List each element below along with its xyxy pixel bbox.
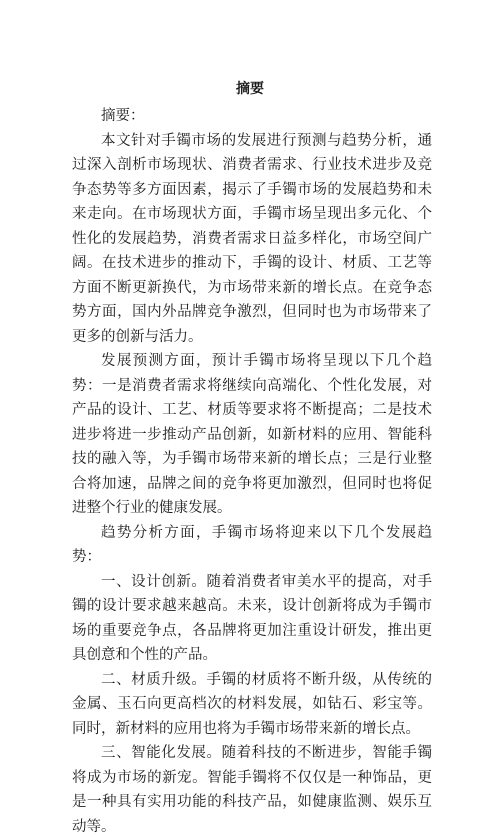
paragraph-material-upgrade: 二、材质升级。手镯的材质将不断升级，从传统的金属、玉石向更高档次的材料发展，如钻石、彩宝等。同时，新材料的应用也将为手镯市场带来新的增长点。 — [72, 671, 432, 737]
paragraph-abstract-label: 摘要： — [101, 108, 145, 124]
document-body — [72, 104, 432, 839]
paragraph-design-innovation: 一、设计创新。随着消费者审美水平的提高，对手镯的设计要求越来越高。未来，设计创新将成为手镯市场的重要竞争点，各品牌将更加注重设计研发，推出更具创意和个性的产品。 — [72, 573, 432, 663]
paragraph-forecast: 发展预测方面，预计手镯市场将呈现以下几个趋势：一是消费者需求将继续向高端化、个性化发展，对产品的设计、工艺、材质等要求将不断提高；二是技术进步将进一步推动产品创新，如新材料的应用、智能科技的融入等，为手镯市场带来新的增长点；三是行业整合将加速，品牌之间的竞争将更加激烈，但同时也将促进整个行业的健康发展。 — [72, 353, 432, 516]
paragraph-trend-intro: 趋势分析方面，手镯市场将迎来以下几个发展趋势： — [72, 524, 432, 565]
paragraph-smart-development: 三、智能化发展。随着科技的不断进步，智能手镯将成为市场的新宠。智能手镯将不仅仅是一种饰品，更是一种具有实用功能的科技产品，如健康监测、娱乐互动等。 — [72, 745, 432, 835]
document-title: 摘要 — [236, 81, 264, 97]
paragraph-overview: 本文针对手镯市场的发展进行预测与趋势分析，通过深入剖析市场现状、消费者需求、行业技术进步及竞争态势等多方面因素，揭示了手镯市场的发展趋势和未来走向。在市场现状方面，手镯市场呈现出多元化、个性化的发展趋势，消费者需求日益多样化，市场空间广阔。在技术进步的推动下，手镯的设计、材质、工艺等方面不断更新换代，为市场带来新的增长点。在竞争态势方面，国内外品牌竞争激烈，但同时也为市场带来了更多的创新与活力。 — [72, 132, 432, 345]
